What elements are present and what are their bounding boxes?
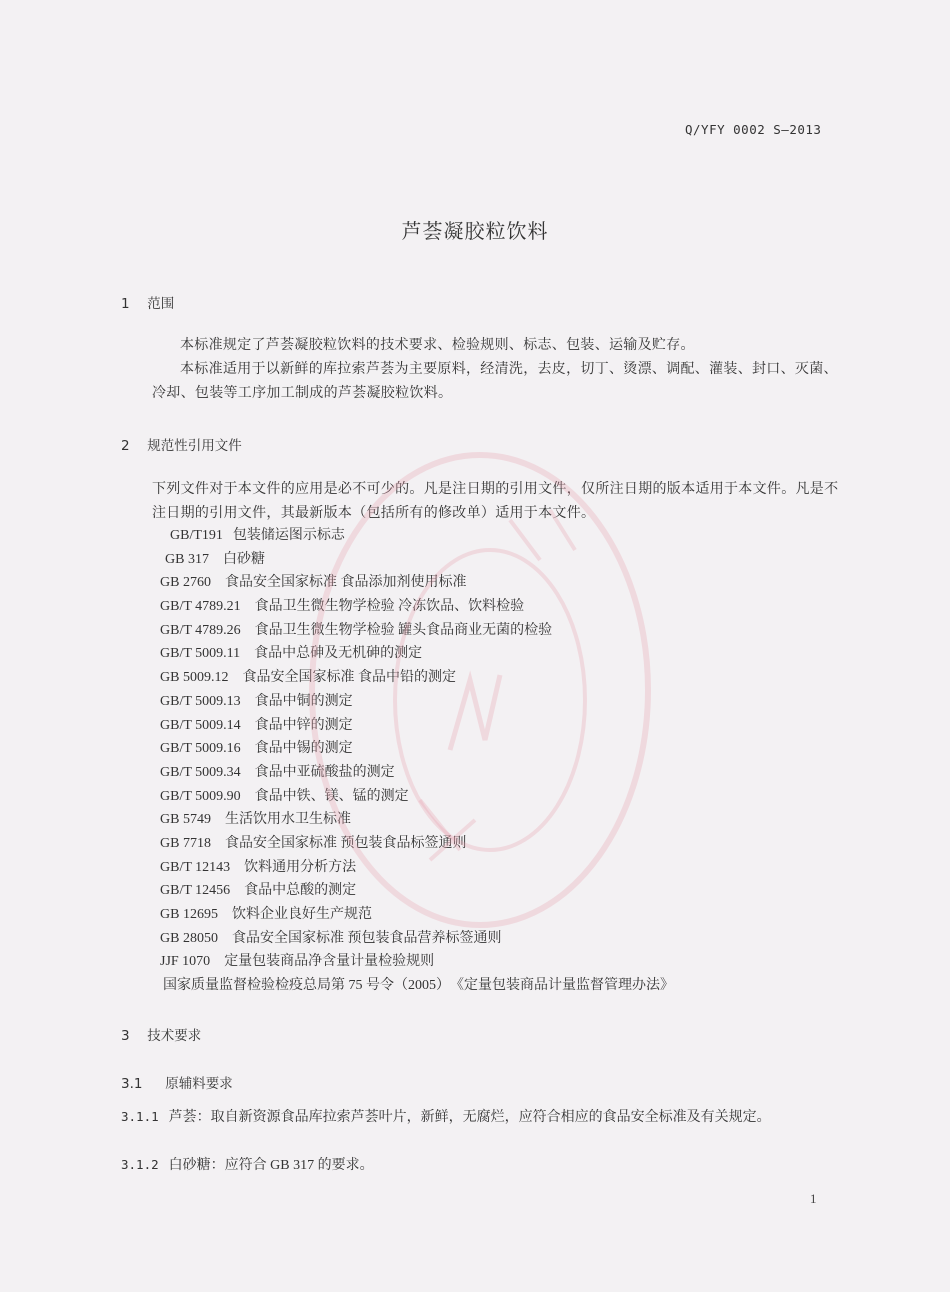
reference-code: GB/T191 xyxy=(170,528,223,543)
reference-name: 包装储运图示标志 xyxy=(232,528,345,543)
reference-item xyxy=(160,619,674,643)
reference-name: 定量包装商品净含量计量检验规则 xyxy=(224,954,435,970)
reference-name: 食品中铜的测定 xyxy=(254,693,353,709)
reference-name: 食品中总酸的测定 xyxy=(244,883,357,899)
section-number: 1 xyxy=(121,296,130,312)
reference-item xyxy=(160,903,674,927)
section-number: 2 xyxy=(121,438,130,454)
reference-code: GB/T 5009.11 xyxy=(160,646,241,662)
reference-item xyxy=(160,548,674,572)
clause-number: 3.1.1 xyxy=(121,1109,159,1124)
reference-name: 食品安全国家标准 食品添加剂使用标准 xyxy=(224,575,467,591)
page-number: 1 xyxy=(810,1191,817,1206)
reference-name: 食品中亚硫酸盐的测定 xyxy=(254,764,395,780)
reference-item xyxy=(160,974,674,998)
reference-code: GB/T 12456 xyxy=(160,883,231,899)
reference-name: 食品安全国家标准 预包装食品标签通则 xyxy=(224,835,467,851)
reference-name: 食品安全国家标准 预包装食品营养标签通则 xyxy=(231,930,502,946)
reference-name: 《定量包装商品计量监督管理办法》 xyxy=(450,978,674,994)
clause-text: 白砂糖：应符合 GB 317 的要求。 xyxy=(168,1158,374,1173)
reference-name: 饮料通用分析方法 xyxy=(244,859,357,875)
scope-paragraph-1: 本标准规定了芦荟凝胶粒饮料的技术要求、检验规则、标志、包装、运输及贮存。 xyxy=(180,338,695,353)
reference-code: 国家质量监督检验检疫总局第 75 号令（2005） xyxy=(163,978,450,994)
reference-item xyxy=(160,785,674,809)
section-title: 规范性引用文件 xyxy=(147,438,242,454)
reference-item xyxy=(160,879,674,903)
reference-item xyxy=(160,737,674,761)
reference-code: GB 5749 xyxy=(160,812,211,828)
reference-name: 饮料企业良好生产规范 xyxy=(231,907,372,922)
reference-code: GB/T 4789.26 xyxy=(160,622,241,638)
reference-name: 食品中铁、镁、锰的测定 xyxy=(254,788,409,804)
section-number: 3 xyxy=(121,1028,130,1044)
reference-code: GB/T 5009.14 xyxy=(160,717,241,733)
section-title: 范围 xyxy=(147,296,175,312)
clause-number: 3.1.2 xyxy=(121,1157,159,1172)
reference-code: GB/T 12143 xyxy=(160,859,231,875)
section-1-heading xyxy=(121,292,174,312)
document-title: 芦荟凝胶粒饮料 xyxy=(401,219,549,243)
clause-text: 芦荟：取自新资源食品库拉索芦荟叶片，新鲜，无腐烂，应符合相应的食品安全标准及有关规定。 xyxy=(168,1110,771,1125)
reference-code: GB 5009.12 xyxy=(160,670,229,686)
reference-code: GB/T 5009.13 xyxy=(160,693,241,709)
reference-item xyxy=(160,927,674,951)
reference-item xyxy=(160,832,674,856)
subsection-3-1-heading xyxy=(121,1072,233,1092)
reference-code: GB/T 5009.16 xyxy=(160,741,241,757)
subsection-number: 3.1 xyxy=(121,1076,143,1092)
reference-name: 食品卫生微生物学检验 罐头食品商业无菌的检验 xyxy=(254,622,553,638)
reference-code: GB/T 5009.34 xyxy=(160,764,241,780)
reference-item xyxy=(160,761,674,785)
subsection-title: 原辅料要求 xyxy=(165,1076,233,1092)
reference-item xyxy=(160,714,674,738)
reference-item xyxy=(160,571,674,595)
reference-code: JJF 1070 xyxy=(160,954,211,970)
section-2-heading xyxy=(121,434,242,454)
reference-code: GB/T 5009.90 xyxy=(160,788,241,804)
reference-name: 食品中总砷及无机砷的测定 xyxy=(254,646,423,662)
reference-item xyxy=(160,856,674,880)
reference-item xyxy=(160,690,674,714)
reference-item xyxy=(160,595,674,619)
section-title: 技术要求 xyxy=(147,1028,202,1044)
document-code: Q/YFY 0002 S—2013 xyxy=(685,122,822,137)
reference-code: GB 12695 xyxy=(160,907,218,922)
reference-item xyxy=(160,808,674,832)
reference-name: 食品卫生微生物学检验 冷冻饮品、饮料检验 xyxy=(254,599,525,615)
section-3-heading xyxy=(121,1024,201,1044)
reference-name: 食品安全国家标准 食品中铅的测定 xyxy=(242,670,456,686)
reference-name: 白砂糖 xyxy=(222,551,265,567)
reference-code: GB 28050 xyxy=(160,930,218,946)
clause-3-1-1 xyxy=(121,1105,836,1130)
reference-item xyxy=(160,950,674,974)
reference-item xyxy=(160,666,674,690)
reference-code: GB 7718 xyxy=(160,835,211,851)
normative-references-intro: 下列文件对于本文件的应用是必不可少的。凡是注日期的引用文件，仅所注日期的版本适用于本文件。凡是不注日期的引用文件，其最新版本（包括所有的修改单）适用于本文件。 xyxy=(152,482,839,521)
scope-paragraph-2: 本标准适用于以新鲜的库拉索芦荟为主要原料，经清洗，去皮，切丁、烫漂、调配、灌装、封口、灭菌、冷却、包装等工序加工制成的芦荟凝胶粒饮料。 xyxy=(152,362,838,401)
reference-code: GB 317 xyxy=(165,551,209,567)
reference-name: 食品中锡的测定 xyxy=(254,741,353,757)
reference-item xyxy=(160,642,674,666)
clause-3-1-2 xyxy=(121,1153,836,1178)
reference-code: GB/T 4789.21 xyxy=(160,599,241,615)
reference-code: GB 2760 xyxy=(160,575,211,591)
reference-item xyxy=(160,524,674,548)
reference-name: 食品中锌的测定 xyxy=(254,717,353,733)
reference-name: 生活饮用水卫生标准 xyxy=(224,812,351,828)
reference-list xyxy=(160,524,674,998)
